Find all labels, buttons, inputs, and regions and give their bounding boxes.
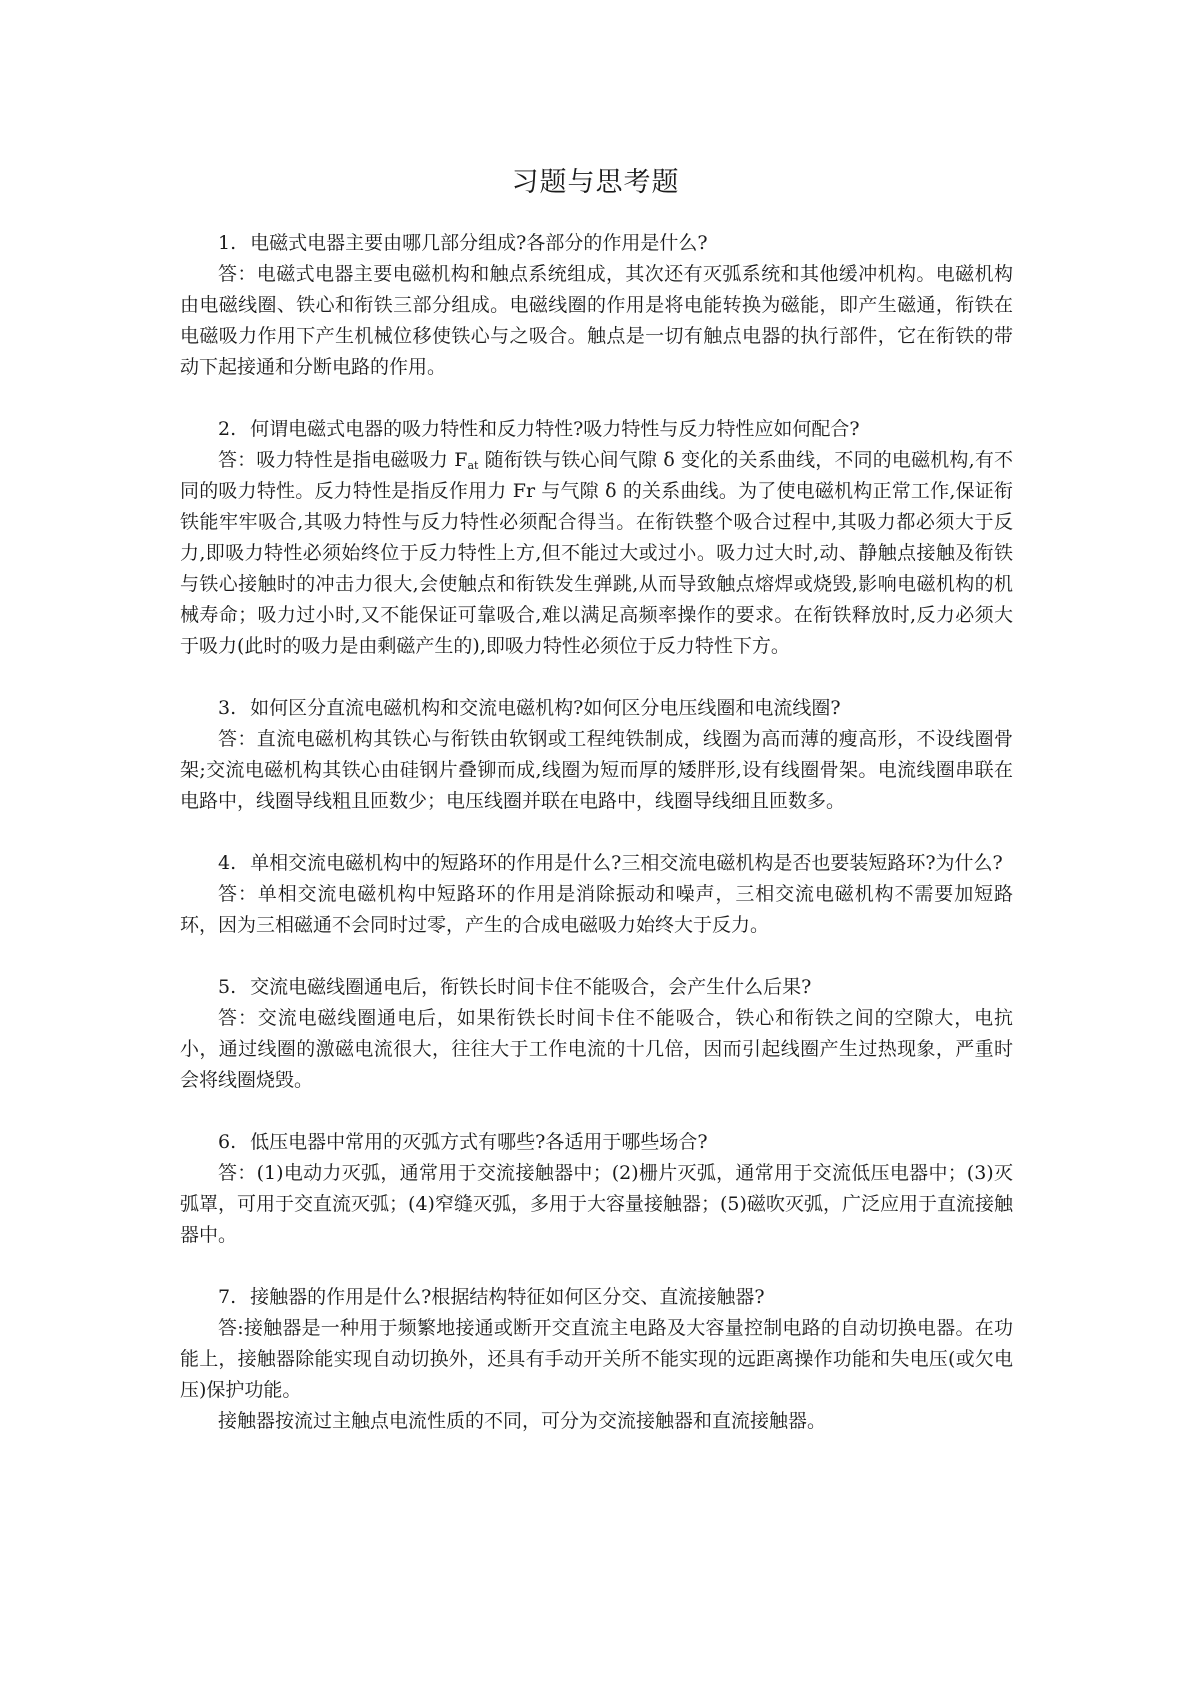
question-number: 2.	[218, 418, 237, 440]
question-text: 交流电磁线圈通电后，衔铁长时间卡住不能吸合，会产生什么后果?	[250, 976, 812, 998]
qa-item-4	[180, 848, 1013, 941]
answer-continuation: 接触器按流过主触点电流性质的不同，可分为交流接触器和直流接触器。	[218, 1410, 827, 1432]
answer	[180, 445, 1013, 662]
answer-text-rest: 随衔铁与铁心间气隙 δ 变化的关系曲线，不同的电磁机构,有不同的吸力特性。反力特性是指反作用力 Fr 与气隙 δ 的关系曲线。为了使电磁机构正常工作,保证衔铁能牢牢吸合,其吸力特性与反力特性必须配合得当。在衔铁整个吸合过程中,其吸力都必须大于反力,即吸力特性必须始终位于反力特性上方,但不能过大或过小。吸力过大时,动、静触点接触及衔铁与铁心接触时的冲击力很大,会使触点和衔铁发生弹跳,从而导致触点熔焊或烧毁,影响电磁机构的机械寿命；吸力过小时,又不能保证可靠吸合,难以满足高频率操作的要求。在衔铁释放时,反力必须大于吸力(此时的吸力是由剩磁产生的),即吸力特性必须位于反力特性下方。	[180, 449, 1013, 657]
question-number: 1.	[218, 232, 237, 254]
question-text: 如何区分直流电磁机构和交流电磁机构?如何区分电压线圈和电流线圈?	[250, 697, 841, 719]
question-text: 接触器的作用是什么?根据结构特征如何区分交、直流接触器?	[250, 1286, 765, 1308]
qa-item-5	[180, 972, 1013, 1096]
question	[180, 693, 1013, 724]
question-number: 7.	[218, 1286, 237, 1308]
qa-item-2	[180, 414, 1013, 662]
question-text: 低压电器中常用的灭弧方式有哪些?各适用于哪些场合?	[250, 1131, 708, 1153]
subscript-at: at	[467, 459, 479, 472]
question-number: 6.	[218, 1131, 237, 1153]
answer: 答：单相交流电磁机构中短路环的作用是消除振动和噪声，三相交流电磁机构不需要加短路环，因为三相磁通不会同时过零，产生的合成电磁吸力始终大于反力。	[180, 883, 1013, 936]
question-text: 何谓电磁式电器的吸力特性和反力特性?吸力特性与反力特性应如何配合?	[250, 418, 860, 440]
answer: 答:接触器是一种用于频繁地接通或断开交直流主电路及大容量控制电路的自动切换电器。在功能上，接触器除能实现自动切换外，还具有手动开关所不能实现的远距离操作功能和失电压(或欠电压)保护功能。	[180, 1317, 1013, 1401]
question	[180, 848, 1013, 879]
answer: 答：电磁式电器主要电磁机构和触点系统组成，其次还有灭弧系统和其他缓冲机构。电磁机构由电磁线圈、铁心和衔铁三部分组成。电磁线圈的作用是将电能转换为磁能，即产生磁通，衔铁在电磁吸力作用下产生机械位移使铁心与之吸合。触点是一切有触点电器的执行部件，它在衔铁的带动下起接通和分断电路的作用。	[180, 263, 1013, 378]
document-body	[180, 228, 1013, 1468]
qa-item-7	[180, 1282, 1013, 1437]
answer: 答：交流电磁线圈通电后，如果衔铁长时间卡住不能吸合，铁心和衔铁之间的空隙大，电抗小，通过线圈的激磁电流很大，往往大于工作电流的十几倍，因而引起线圈产生过热现象，严重时会将线圈烧毁。	[180, 1007, 1013, 1091]
answer-text-start: 答：吸力特性是指电磁吸力 F	[218, 449, 468, 471]
question-text: 电磁式电器主要由哪几部分组成?各部分的作用是什么?	[250, 232, 708, 254]
qa-item-1	[180, 228, 1013, 383]
question	[180, 1282, 1013, 1313]
qa-item-6	[180, 1127, 1013, 1251]
answer: 答：(1)电动力灭弧，通常用于交流接触器中；(2)栅片灭弧，通常用于交流低压电器中；(3)灭弧罩，可用于交直流灭弧；(4)窄缝灭弧，多用于大容量接触器；(5)磁吹灭弧，广泛应用于直流接触器中。	[180, 1162, 1013, 1246]
answer: 答：直流电磁机构其铁心与衔铁由软钢或工程纯铁制成，线圈为高而薄的瘦高形，不设线圈骨架;交流电磁机构其铁心由硅钢片叠铆而成,线圈为短而厚的矮胖形,设有线圈骨架。电流线圈串联在电路中，线圈导线粗且匝数少；电压线圈并联在电路中，线圈导线细且匝数多。	[180, 728, 1013, 812]
question	[180, 972, 1013, 1003]
question-text: 单相交流电磁机构中的短路环的作用是什么?三相交流电磁机构是否也要装短路环?为什么?	[250, 852, 1003, 874]
qa-item-3	[180, 693, 1013, 817]
page-title: 习题与思考题	[511, 167, 680, 198]
question-number: 5.	[218, 976, 237, 998]
question-number: 3.	[218, 697, 237, 719]
question	[180, 228, 1013, 259]
question	[180, 1127, 1013, 1158]
question	[180, 414, 1013, 445]
question-number: 4.	[218, 852, 237, 874]
